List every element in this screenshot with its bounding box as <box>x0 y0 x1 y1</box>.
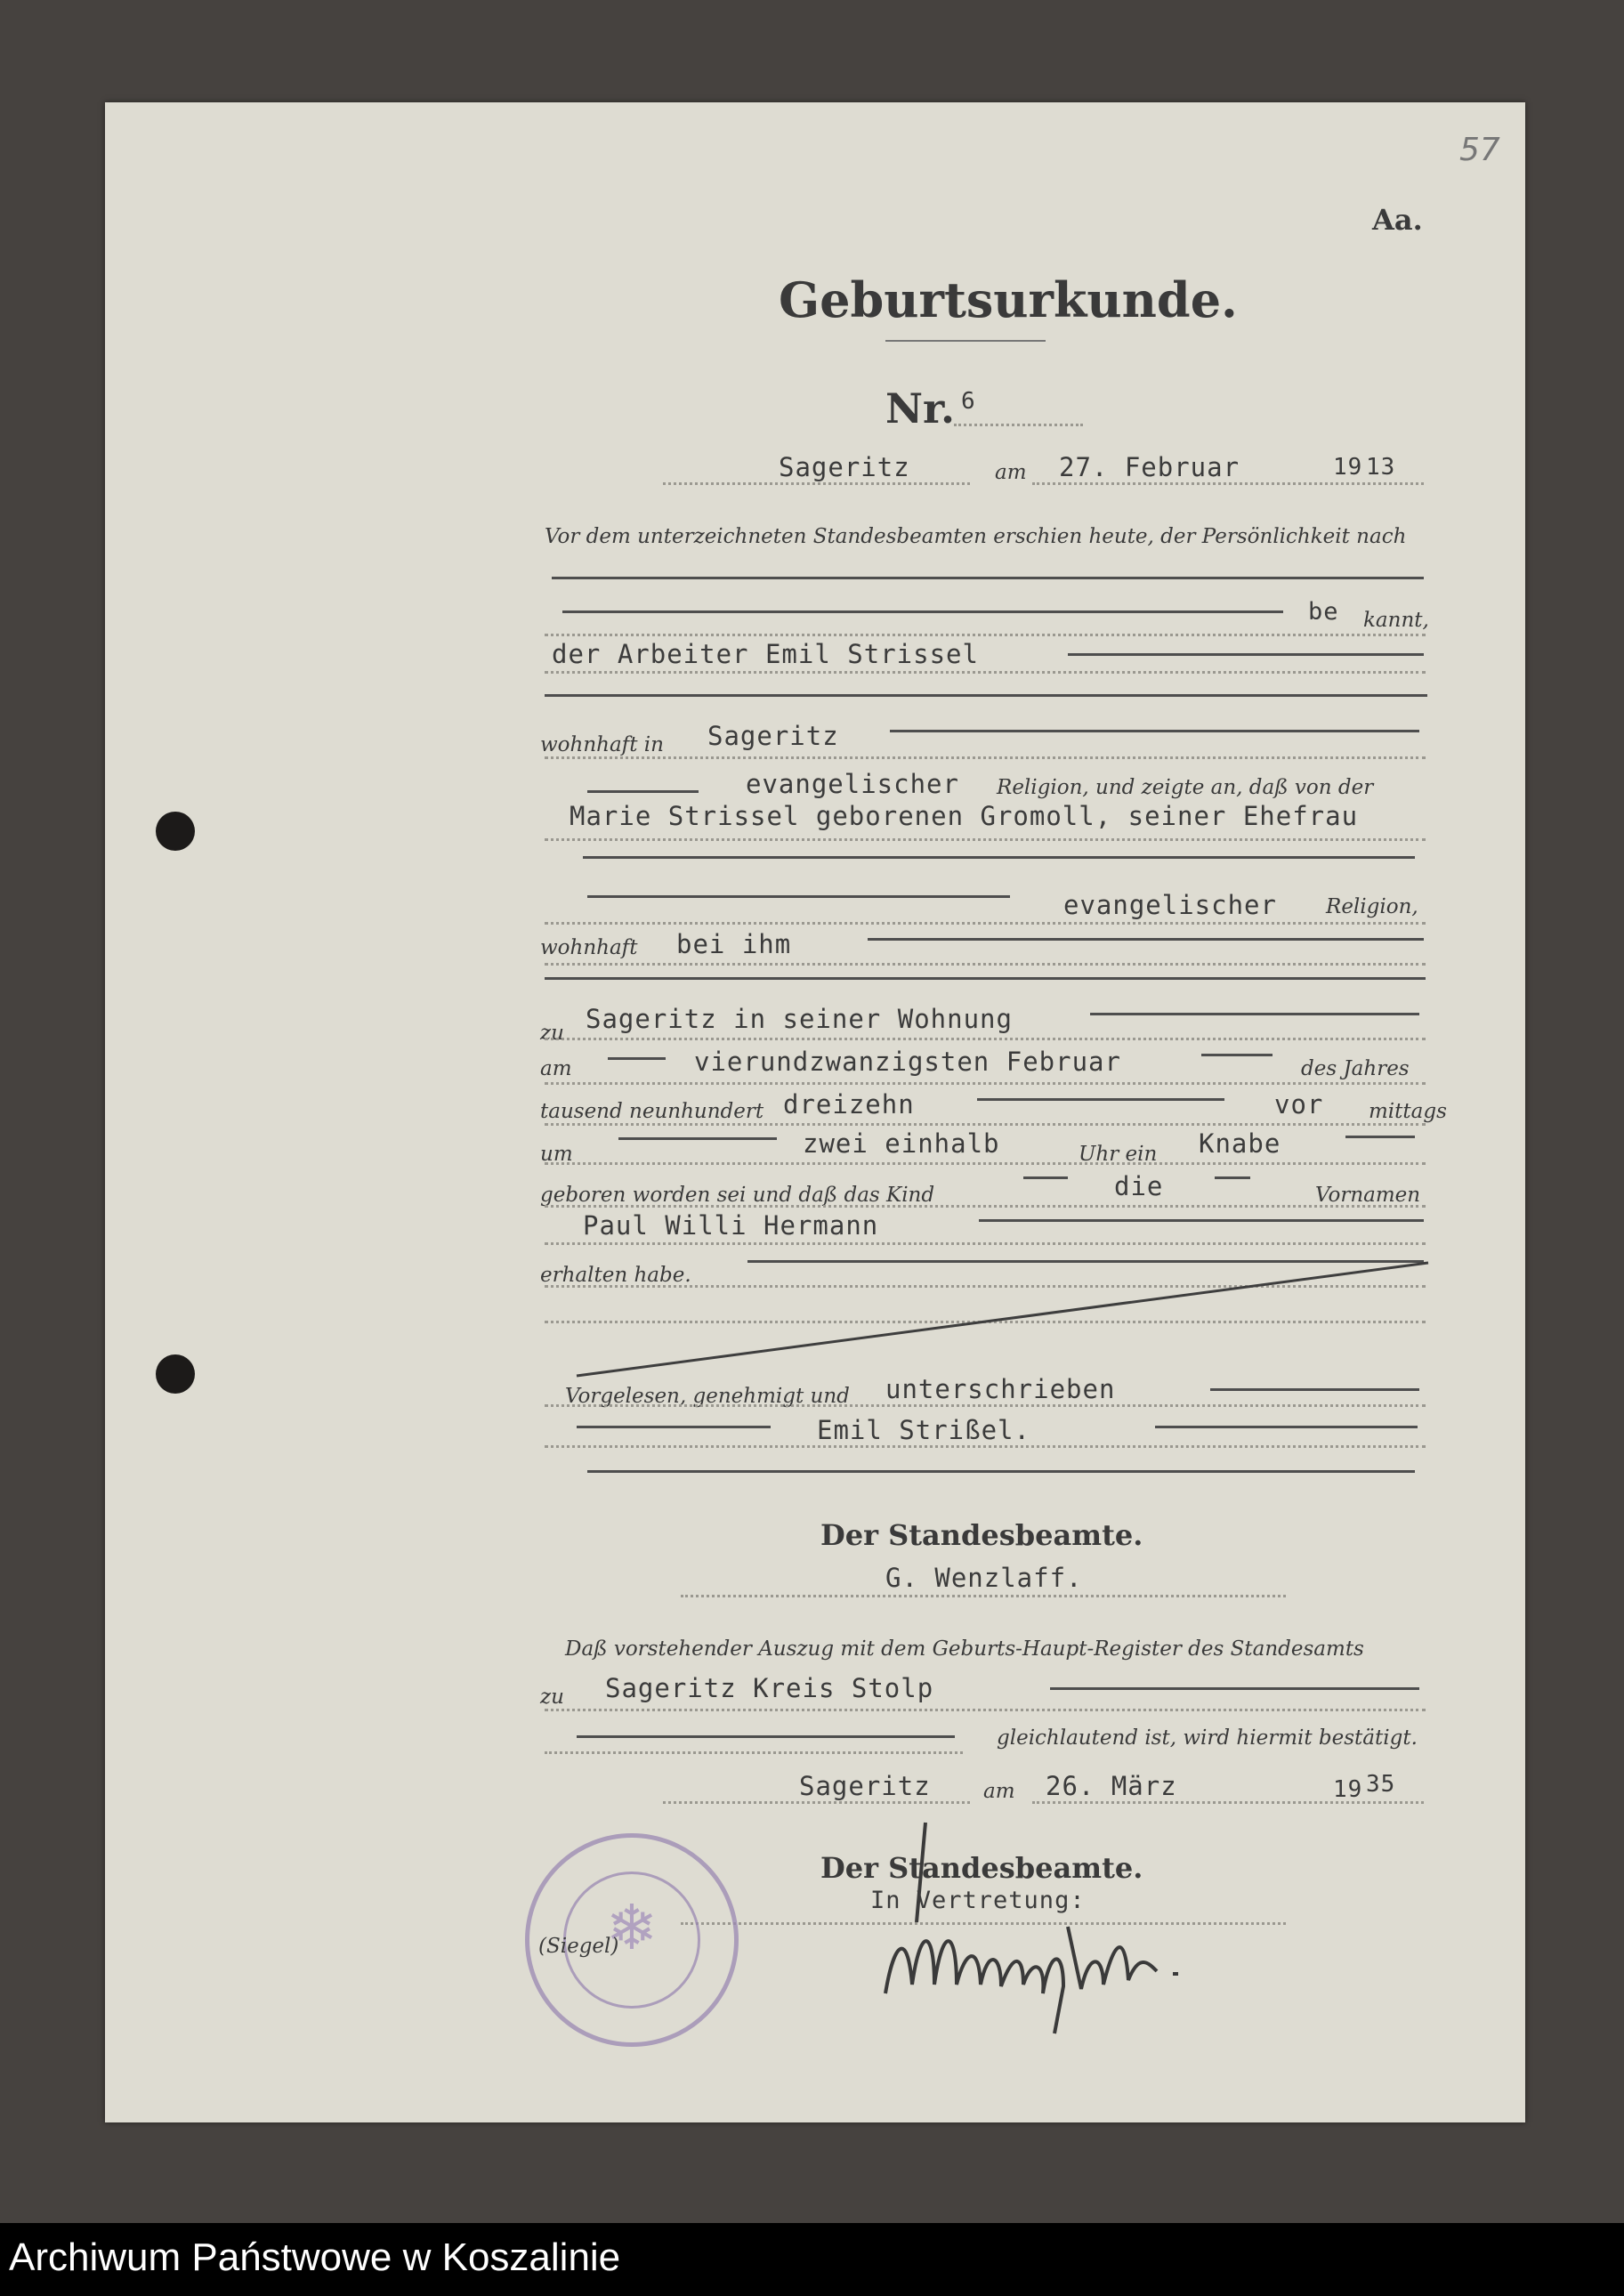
siegel-label: (Siegel) <box>538 1935 619 1958</box>
nr-value: 6 <box>961 388 976 415</box>
des-jahres-label: des Jahres <box>1301 1057 1410 1080</box>
birthday: vierundzwanzigsten Februar <box>694 1047 1121 1077</box>
religion-2: evangelischer <box>1063 890 1277 920</box>
tausend-label: tausend neunhundert <box>540 1100 764 1123</box>
kannt-label: kannt, <box>1363 609 1429 632</box>
uhr-ein-label: Uhr ein <box>1079 1143 1158 1166</box>
year-1-suffix: 13 <box>1366 454 1396 481</box>
am-label-3: am <box>983 1780 1015 1803</box>
erhalten-label: erhalten habe. <box>540 1264 691 1287</box>
registry: Sageritz Kreis Stolp <box>605 1673 934 1703</box>
religion-text-1: Religion, und zeigte an, daß von der <box>997 776 1374 799</box>
eagle-icon: ❄ <box>605 1891 658 1964</box>
be-typed: be <box>1308 598 1339 626</box>
year-word: dreizehn <box>783 1089 915 1120</box>
line-vor: Vor dem unterzeichneten Standesbeamten erschien heute, der Persönlichkeit nach <box>545 525 1407 548</box>
zu-label-2: zu <box>540 1686 564 1709</box>
archive-name: Archiwum Państwowe w Koszalinie <box>9 2235 621 2279</box>
page-number: 57 <box>1459 132 1500 168</box>
signer: Emil Strißel. <box>817 1415 1030 1445</box>
vor-typed: vor <box>1274 1089 1324 1120</box>
place-2: Sageritz <box>799 1771 931 1801</box>
wohnhaft-in-label: wohnhaft in <box>540 733 664 756</box>
sex: Knabe <box>1199 1128 1281 1159</box>
mittags-label: mittags <box>1369 1100 1447 1123</box>
year-2-prefix: 19 <box>1333 1776 1363 1803</box>
standesbeamte-1: Der Standesbeamte. <box>820 1518 1143 1552</box>
am-label-2: am <box>540 1057 572 1080</box>
vornamen-label: Vornamen <box>1315 1184 1421 1207</box>
geboren-text: geboren worden sei und daß das Kind <box>540 1184 935 1207</box>
archive-footer <box>0 2223 1624 2296</box>
year-1-prefix: 19 <box>1333 454 1363 481</box>
time: zwei einhalb <box>803 1128 1000 1159</box>
die-typed: die <box>1114 1171 1164 1201</box>
auszug-text: Daß vorstehender Auszug mit dem Geburts-Haupt-Register des Standesamts <box>565 1637 1364 1661</box>
date-2: 26. März <box>1046 1771 1177 1801</box>
vorgelesen-label: Vorgelesen, genehmigt und <box>565 1385 850 1408</box>
wohnort: Sageritz <box>707 721 839 751</box>
religion-text-2: Religion, <box>1326 895 1418 918</box>
um-label: um <box>540 1143 573 1166</box>
document-title: Geburtsurkunde. <box>779 271 1238 328</box>
bei-ihm: bei ihm <box>676 929 792 959</box>
standesbeamte-2: Der Standesbeamte. <box>820 1851 1143 1885</box>
birthplace: Sageritz in seiner Wohnung <box>586 1004 1013 1034</box>
am-label-1: am <box>995 461 1027 484</box>
mother: Marie Strissel geborenen Gromoll, seiner Ehefrau <box>570 801 1359 831</box>
wohnhaft-label: wohnhaft <box>540 936 638 959</box>
zu-label: zu <box>540 1022 564 1045</box>
nr-label: Nr. <box>885 384 956 433</box>
names: Paul Willi Hermann <box>583 1210 879 1241</box>
unterschrieben-typed: unterschrieben <box>885 1374 1116 1404</box>
place-1: Sageritz <box>779 452 910 482</box>
person: der Arbeiter Emil Strissel <box>552 639 979 669</box>
year-2-suffix: 35 <box>1366 1771 1396 1798</box>
religion-1: evangelischer <box>746 769 959 799</box>
form-code: Aa. <box>1372 203 1423 237</box>
date-1: 27. Februar <box>1059 452 1240 482</box>
gleichlautend-text: gleichlautend ist, wird hiermit bestätigt. <box>997 1726 1418 1750</box>
official-name: G. Wenzlaff. <box>885 1563 1083 1593</box>
in-vertretung: In Vertretung: <box>870 1887 1086 1914</box>
